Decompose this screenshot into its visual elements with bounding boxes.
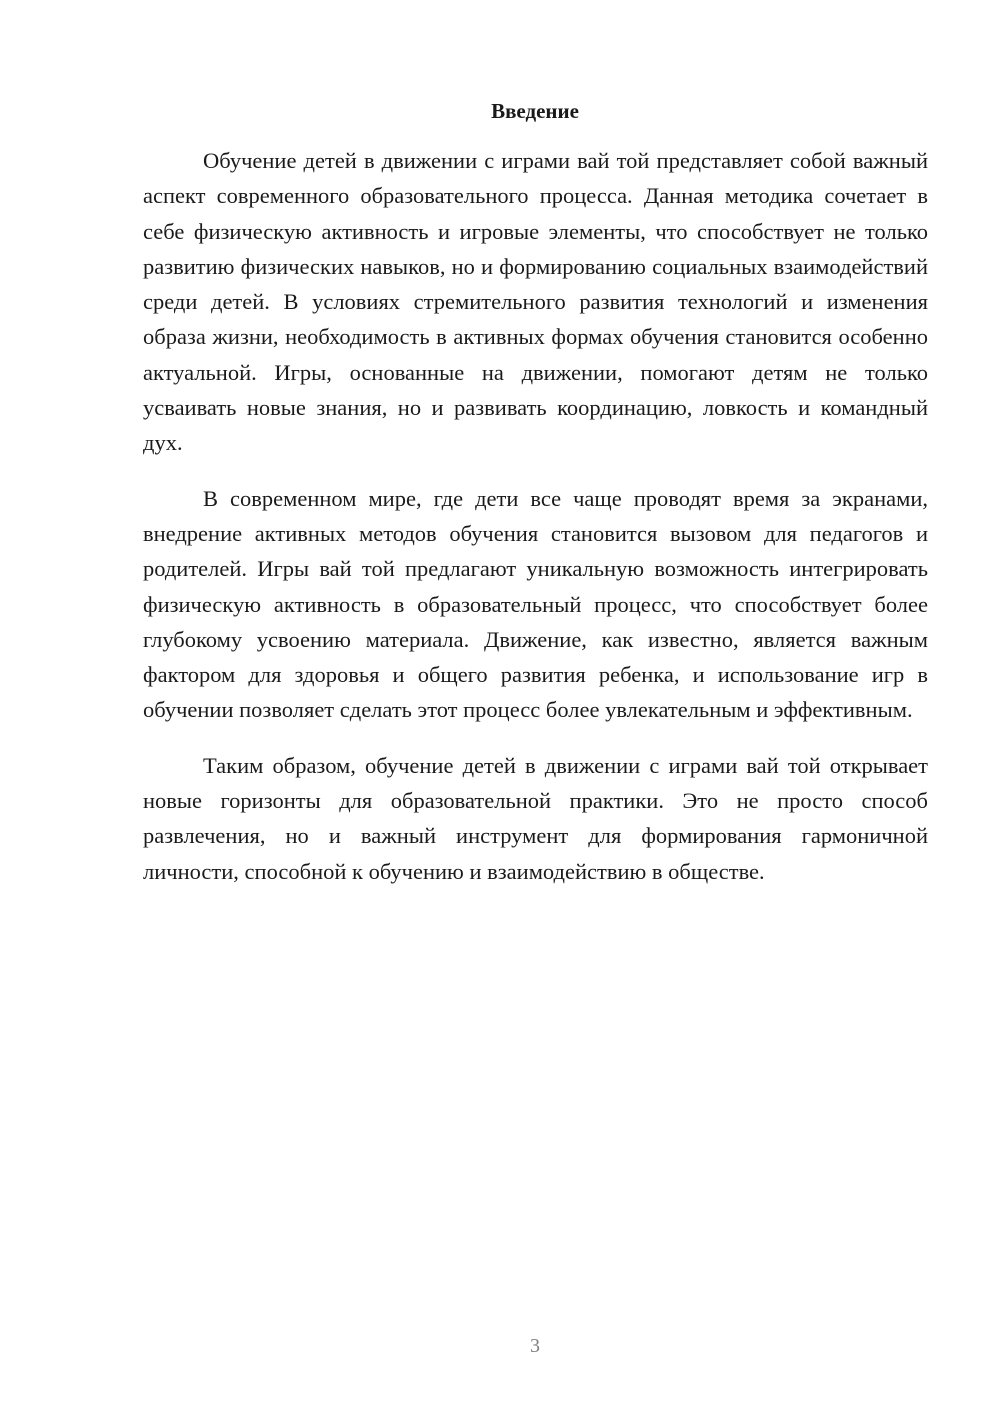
- page-title: Введение: [491, 99, 579, 123]
- page-number: 3: [530, 1335, 540, 1357]
- paragraph-2: В современном мире, где дети все чаще проводят время за экранами, внедрение активных методов обучения становится вызовом для педагогов и родителей. Игры вай той предлагают уникальную возможность интегрировать физическую активность в образовательный процесс, что способствует более глубокому усвоению материала. Движение, как известно, является важным фактором для здоровья и общего развития ребенка, и использование игр в обучении позволяет сделать этот процесс более увлекательным и эффективным.: [143, 485, 928, 723]
- paragraph-3: Таким образом, обучение детей в движении с играми вай той открывает новые горизонты для образовательной практики. Это не просто способ развлечения, но и важный инструмент для формирования гармоничной личности, способной к обучению и взаимодействию в обществе.: [143, 752, 928, 884]
- document-body: [143, 143, 928, 909]
- paragraph-1: Обучение детей в движении с играми вай той представляет собой важный аспект современного образовательного процесса. Данная методика сочетает в себе физическую активность и игровые элементы, что способствует не только развитию физических навыков, но и формированию социальных взаимодействий среди детей. В условиях стремительного развития технологий и изменения образа жизни, необходимость в активных формах обучения становится особенно актуальной. Игры, основанные на движении, помогают детям не только усваивать новые знания, но и развивать координацию, ловкость и командный дух.: [143, 148, 928, 456]
